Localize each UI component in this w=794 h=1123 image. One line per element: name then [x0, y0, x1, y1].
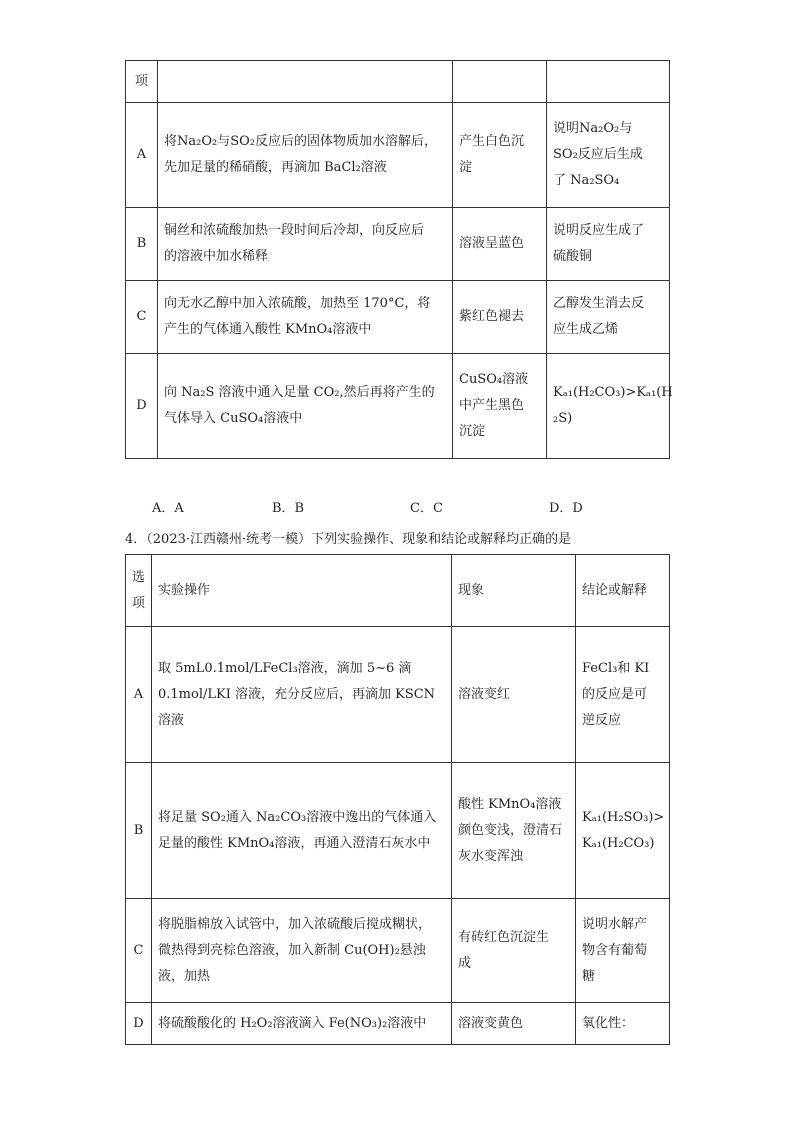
answer-choices [0, 497, 794, 517]
choice-c: C．C [410, 501, 443, 516]
row-operation: 向 Na₂S 溶液中通入足量 CO₂,然后再将产生的 气体导入 CuSO₄溶液中 [158, 354, 453, 459]
row-conclusion: FeCl₃和 KI 的反应是可 逆反应 [576, 627, 670, 763]
choice-b: B．B [272, 501, 305, 516]
header-operation [158, 61, 453, 103]
table-row [126, 627, 670, 763]
row-option: B [126, 208, 158, 281]
header-option: 项 [126, 61, 158, 103]
row-operation: 将足量 SO₂通入 Na₂CO₃溶液中逸出的气体通入 足量的酸性 KMnO₄溶液，再通入澄清石灰水中 [152, 763, 452, 899]
row-phenomenon: 有砖红色沉淀生 成 [452, 899, 576, 1003]
row-phenomenon: 溶液变黄色 [452, 1003, 576, 1045]
row-conclusion: 说明Na₂O₂与 SO₂反应后生成 了 Na₂SO₄ [547, 103, 670, 208]
table-row [126, 281, 670, 354]
row-conclusion: Kₐ₁(H₂SO₃)> Kₐ₁(H₂CO₃) [576, 763, 670, 899]
row-conclusion: 乙醇发生消去反 应生成乙烯 [547, 281, 670, 354]
question-4-stem: 4．（2023·江西赣州·统考一模）下列实验操作、现象和结论或解释均正确的是 [125, 532, 572, 547]
experiment-table-1 [125, 60, 673, 459]
row-operation: 取 5mL0.1mol/LFeCl₃溶液，滴加 5~6 滴 0.1mol/LKI 溶液，充分反应后，再滴加 KSCN 溶液 [152, 627, 452, 763]
choice-a: A．A [152, 501, 184, 516]
table-row [126, 354, 670, 459]
row-phenomenon: 溶液变红 [452, 627, 576, 763]
row-conclusion: 说明水解产 物含有葡萄 糖 [576, 899, 670, 1003]
header-phenomenon: 现象 [452, 555, 576, 627]
table-header-row [126, 555, 670, 627]
table-row [126, 103, 670, 208]
row-option: D [126, 354, 158, 459]
row-conclusion: 氧化性： [576, 1003, 670, 1045]
row-option: A [126, 103, 158, 208]
row-operation: 将脱脂棉放入试管中，加入浓硫酸后搅成糊状， 微热得到亮棕色溶液，加入新制 Cu(OH)₂悬浊 液，加热 [152, 899, 452, 1003]
row-phenomenon: 紫红色褪去 [453, 281, 547, 354]
experiment-table-2 [125, 554, 670, 1045]
row-option: D [126, 1003, 152, 1045]
row-option: B [126, 763, 152, 899]
row-operation: 向无水乙醇中加入浓硫酸，加热至 170°C，将 产生的气体通入酸性 KMnO₄溶液中 [158, 281, 453, 354]
table-row [126, 1003, 670, 1045]
row-operation: 将硫酸酸化的 H₂O₂溶液滴入 Fe(NO₃)₂溶液中 [152, 1003, 452, 1045]
choice-d: D．D [549, 501, 583, 516]
table-header-row [126, 61, 670, 103]
row-phenomenon: 酸性 KMnO₄溶液 颜色变浅，澄清石 灰水变浑浊 [452, 763, 576, 899]
row-option: C [126, 899, 152, 1003]
header-operation: 实验操作 [152, 555, 452, 627]
row-operation: 铜丝和浓硫酸加热一段时间后冷却，向反应后 的溶液中加水稀释 [158, 208, 453, 281]
row-conclusion: Kₐ₁(H₂CO₃)>Kₐ₁(H ₂S) [547, 354, 670, 459]
row-operation: 将Na₂O₂与SO₂反应后的固体物质加水溶解后， 先加足量的稀硝酸，再滴加 BaCl₂溶液 [158, 103, 453, 208]
row-phenomenon: 溶液呈蓝色 [453, 208, 547, 281]
row-phenomenon: 产生白色沉 淀 [453, 103, 547, 208]
row-option: A [126, 627, 152, 763]
header-option: 选 项 [126, 555, 152, 627]
row-phenomenon: CuSO₄溶液 中产生黑色 沉淀 [453, 354, 547, 459]
table-row [126, 208, 670, 281]
table-row [126, 899, 670, 1003]
row-option: C [126, 281, 158, 354]
table-row [126, 763, 670, 899]
header-phenomenon [453, 61, 547, 103]
header-conclusion: 结论或解释 [576, 555, 670, 627]
header-conclusion [547, 61, 670, 103]
row-conclusion: 说明反应生成了 硫酸铜 [547, 208, 670, 281]
